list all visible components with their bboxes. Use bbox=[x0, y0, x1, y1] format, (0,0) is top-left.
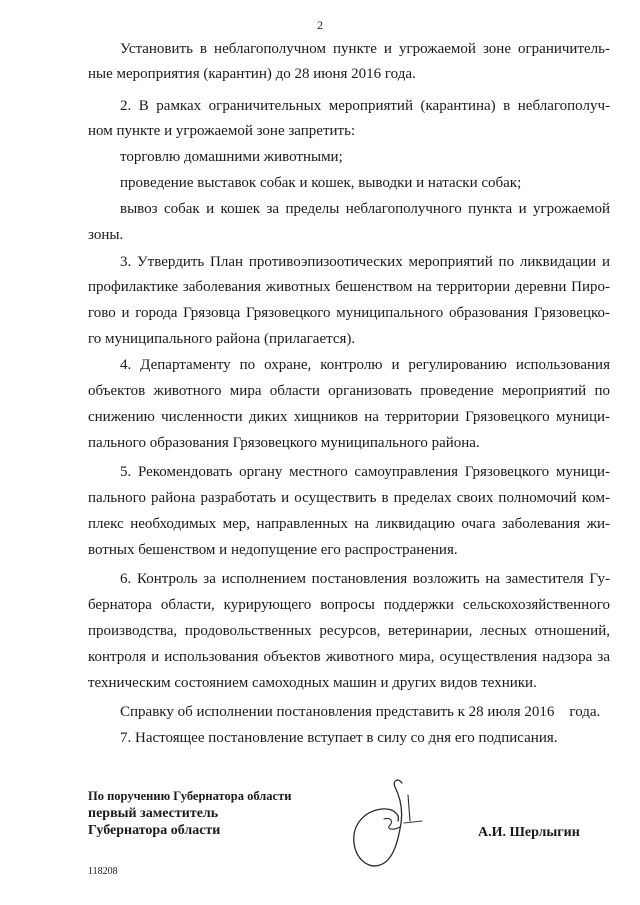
body-line: зоны. bbox=[88, 227, 124, 243]
body-line: го муниципального района (прилагается). bbox=[88, 331, 356, 347]
body-line: техническим состоянием самоходных машин и других видов техники. bbox=[88, 675, 537, 691]
page-number: 2 bbox=[317, 18, 323, 32]
document-id: 118208 bbox=[88, 866, 118, 877]
body-line: торговлю домашними животными; bbox=[120, 149, 343, 165]
handwritten-signature bbox=[340, 775, 450, 875]
body-line: ном пункте и угрожаемой зоне запретить: bbox=[88, 123, 356, 139]
position-line: Губернатора области bbox=[88, 823, 221, 838]
body-line: 2. В рамках ограничительных мероприятий (карантина) в неблагополуч- bbox=[120, 98, 610, 114]
body-line: плекс необходимых мер, направленных на ликвидацию очага заболевания жи- bbox=[88, 516, 610, 532]
body-line: гово и города Грязовца Грязовецкого муниципального образования Грязовецко- bbox=[88, 305, 610, 321]
body-line: 7. Настоящее постановление вступает в силу со дня его подписания. bbox=[120, 730, 558, 746]
body-line: снижению численности диких хищников на территории Грязовецкого муници- bbox=[88, 409, 610, 425]
body-line: 4. Департаменту по охране, контролю и регулированию использования bbox=[120, 357, 610, 373]
signature-block bbox=[88, 788, 291, 839]
body-line: 6. Контроль за исполнением постановления возложить на заместителя Гу- bbox=[120, 571, 610, 587]
body-line: Справку об исполнении постановления представить к 28 июля 2016 года. bbox=[120, 704, 601, 720]
signer-name: А.И. Шерлыгин bbox=[478, 825, 580, 840]
body-line: пального образования Грязовецкого муниципального района. bbox=[88, 435, 480, 451]
body-line: 5. Рекомендовать органу местного самоуправления Грязовецкого муници- bbox=[120, 464, 610, 480]
body-line: вывоз собак и кошек за пределы неблагополучного пункта и угрожаемой bbox=[120, 201, 610, 217]
body-line: ные мероприятия (карантин) до 28 июня 2016 года. bbox=[88, 66, 416, 82]
position-line: первый заместитель bbox=[88, 806, 219, 821]
body-line: проведение выставок собак и кошек, выводки и натаски собак; bbox=[120, 175, 522, 191]
body-line: производства, продовольственных ресурсов, ветеринарии, лесных отношений, bbox=[88, 623, 610, 639]
body-line: 3. Утвердить План противоэпизоотических мероприятий по ликвидации и bbox=[120, 254, 610, 270]
body-line: контроля и использования объектов животного мира, осуществления надзора за bbox=[88, 649, 610, 665]
body-line: профилактике заболевания животных бешенством на территории деревни Пиро- bbox=[88, 279, 610, 295]
body-line: объектов животного мира области организовать проведение мероприятий по bbox=[88, 383, 610, 399]
body-line: вотных бешенством и недопущение его распространения. bbox=[88, 542, 458, 558]
body-line: пального района разработать и осуществить в пределах своих полномочий ком- bbox=[88, 490, 610, 506]
body-line: бернатора области, курирующего вопросы поддержки сельскохозяйственного bbox=[88, 597, 610, 613]
authority-line: По поручению Губернатора области bbox=[88, 789, 292, 803]
body-line: Установить в неблагополучном пункте и угрожаемой зоне ограничитель- bbox=[120, 41, 610, 57]
